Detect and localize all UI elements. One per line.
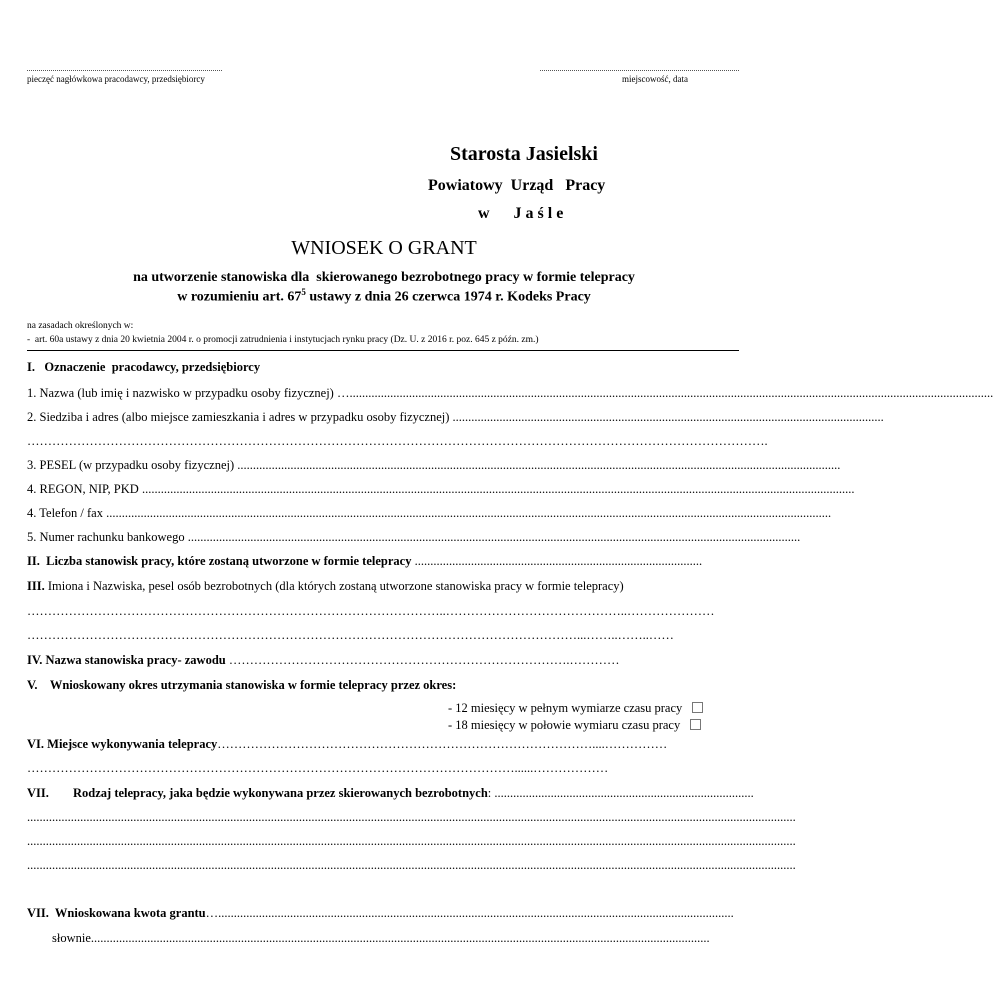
- field-address-cont-dots: …………………………………………………………………………………………………………………………………………………………….: [27, 434, 768, 448]
- field-name-dots: .............................................................................................................................................................................................................: [352, 386, 993, 400]
- grant-amount-words-label: słownie: [52, 931, 91, 945]
- option-12-months[interactable]: [448, 701, 703, 716]
- section-7-dots-3-text: ......................................................................................................................................................................................................................................................: [27, 834, 796, 848]
- field-phone-dots: ........................................................................................................................................................................................................................................: [106, 506, 832, 520]
- grant-amount-heading: VII. Wnioskowana kwota grantu: [27, 906, 206, 920]
- section-3-dots-1[interactable]: [27, 604, 739, 619]
- section-7-num: VII.: [27, 786, 49, 800]
- subtitle-2-post: ustawy z dnia 26 czerwca 1974 r. Kodeks Pracy: [305, 289, 591, 305]
- section-6-field[interactable]: [27, 737, 739, 752]
- section-2-dots: ............................................................................................: [414, 554, 703, 568]
- field-name-label: 1. Nazwa (lub imię i nazwisko w przypadku osoby fizycznej) ….: [27, 386, 353, 400]
- addressee-line1: Starosta Jasielski: [450, 143, 598, 165]
- section-6-heading: VI. Miejsce wykonywania telepracy: [27, 737, 218, 751]
- section-2-heading: II. Liczba stanowisk pracy, które zostaną utworzone w formie telepracy: [27, 554, 415, 568]
- section-7-dots: ...................................................................................: [494, 786, 754, 800]
- section-3-dots-2-text: ……………………………………………………………………………………………………………………...……..……..……: [27, 628, 674, 642]
- stamp-dotline: [27, 70, 222, 71]
- legal-basis-line2: - art. 60a ustawy z dnia 20 kwietnia 2004 r. o promocji zatrudnienia i instytucjach rynku pracy (Dz. U. z 2016 r. poz. 645 z późn. zm.): [27, 335, 539, 345]
- stamp-label: pieczęć nagłówkowa pracodawcy, przedsiębiorcy: [27, 74, 205, 84]
- section-1-heading: I. Oznaczenie pracodawcy, przedsiębiorcy: [27, 360, 261, 374]
- section-3-num: III.: [27, 579, 45, 593]
- grant-amount-dots: ….....................................................................................................................................................................: [205, 906, 734, 920]
- field-address-cont[interactable]: [27, 434, 768, 449]
- field-bank-account[interactable]: [27, 530, 801, 545]
- section-7-dots-2-text: ......................................................................................................................................................................................................................................................: [27, 810, 796, 824]
- section-2-field[interactable]: [27, 554, 703, 569]
- option-18-months-label: - 18 miesięcy w połowie wymiaru czasu pracy: [448, 718, 681, 732]
- subtitle-2-sup: 5: [301, 287, 306, 297]
- option-18-months-checkbox[interactable]: [690, 719, 701, 730]
- section-5-heading: V. Wnioskowany okres utrzymania stanowiska w formie telepracy przez okres:: [27, 678, 457, 692]
- place-date-label: miejscowość, data: [622, 74, 688, 84]
- option-12-months-label: - 12 miesięcy w pełnym wymiarze czasu pracy: [448, 701, 683, 715]
- place-date-dotline: [540, 70, 739, 71]
- section-7-heading: Rodzaj telepracy, jaka będzie wykonywana przez skierowanych bezrobotnych: [73, 786, 488, 800]
- field-pesel-label: 3. PESEL (w przypadku osoby fizycznej): [27, 458, 238, 472]
- document-title: WNIOSEK O GRANT: [291, 237, 477, 259]
- addressee-line2: Powiatowy Urząd Pracy: [428, 177, 606, 194]
- addressee-line3: w J a ś l e: [478, 205, 564, 222]
- field-regon[interactable]: [27, 482, 855, 497]
- field-phone-label: 4. Telefon / fax: [27, 506, 107, 520]
- section-3-dots-1-text: ………………………………………………………………………………………..……………………………………..…………………: [27, 604, 715, 618]
- section-7-dots-2[interactable]: [27, 810, 796, 825]
- section-6-dots-2-text: ………………………………………………………………………………………………………......………………: [27, 761, 609, 775]
- legal-separator: [27, 350, 739, 351]
- option-12-months-checkbox[interactable]: [692, 702, 703, 713]
- legal-basis-line1: na zasadach określonych w:: [27, 321, 134, 331]
- section-7-field[interactable]: [27, 786, 754, 801]
- section-7-dots-3[interactable]: [27, 834, 796, 849]
- section-4-dots: ……………………………………………………………………….…………: [228, 653, 620, 667]
- field-pesel-dots: .................................................................................................................................................................................................: [237, 458, 841, 472]
- grant-amount-words-field[interactable]: [52, 931, 739, 946]
- field-name[interactable]: [27, 386, 993, 401]
- field-regon-dots: ....................................................................................................................................................................................................................................: [141, 482, 855, 496]
- field-pesel[interactable]: [27, 458, 841, 473]
- field-address[interactable]: [27, 410, 884, 425]
- field-phone[interactable]: [27, 506, 832, 521]
- field-bank-account-dots: ....................................................................................................................................................................................................: [187, 530, 801, 544]
- section-6-dots-2[interactable]: [27, 761, 739, 776]
- field-bank-account-label: 5. Numer rachunku bankowego: [27, 530, 188, 544]
- section-3-heading: [27, 579, 739, 594]
- document-subtitle-1: na utworzenie stanowiska dla skierowanego bezrobotnego pracy w formie telepracy: [133, 270, 635, 285]
- section-6-dots: ………………………………………………………………………………....……………: [217, 737, 668, 751]
- section-4-field[interactable]: [27, 653, 677, 668]
- section-7-dots-4-text: ......................................................................................................................................................................................................................................................: [27, 858, 796, 872]
- document-subtitle-2: [0, 287, 768, 306]
- section-3-text: Imiona i Nazwiska, pesel osób bezrobotnych (dla których zostaną utworzone stanowiska pracy w formie telepracy): [44, 579, 624, 593]
- field-regon-label: 4. REGON, NIP, PKD: [27, 482, 142, 496]
- section-3-dots-2[interactable]: [27, 628, 739, 643]
- field-address-label: 2. Siedziba i adres (albo miejsce zamieszkania i adres w przypadku osoby fizycznej): [27, 410, 453, 424]
- section-4-heading: IV. Nazwa stanowiska pracy- zawodu: [27, 653, 229, 667]
- field-address-dots: ..........................................................................................................................................: [452, 410, 884, 424]
- grant-amount-words-dots: ......................................................................................................................................................................................................: [90, 931, 710, 945]
- grant-amount-field[interactable]: [27, 906, 739, 921]
- section-7-dots-4[interactable]: [27, 858, 796, 873]
- option-18-months[interactable]: [448, 718, 701, 733]
- section-7-colon: :: [487, 786, 495, 800]
- subtitle-2-pre: w rozumieniu art. 67: [177, 289, 302, 305]
